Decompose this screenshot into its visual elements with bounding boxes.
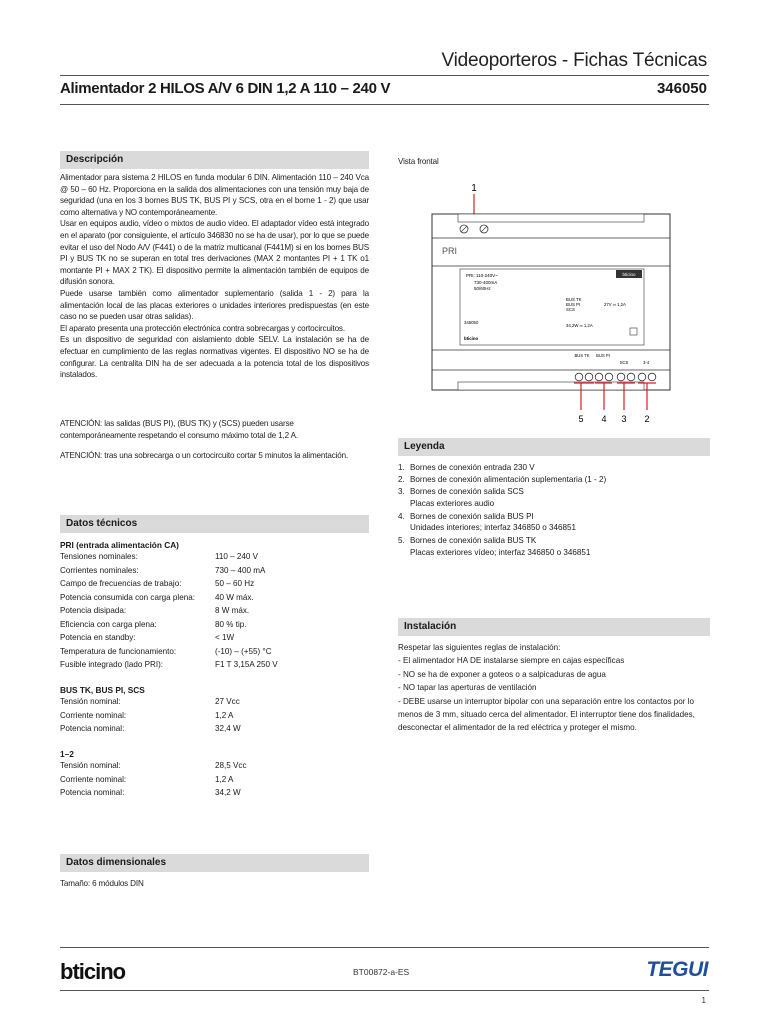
device-top-lip bbox=[458, 214, 644, 222]
device-label-line: 730-400mA bbox=[474, 280, 498, 285]
spec-label: Temperatura de funcionamiento: bbox=[60, 646, 177, 656]
spec-row bbox=[60, 633, 360, 645]
descripcion-paragraph: Es un dispositivo de seguridad con aislamiento doble SELV. La instalación se ha de efectuar en cumplimiento de las reglas normativas vigentes. El dispositivo NO se ha de configurar. La centralita DIN ha de ser adecuada a la potencia total de los dispositivos instalados. bbox=[60, 335, 369, 380]
vista-frontal-caption: Vista frontal bbox=[398, 157, 439, 166]
spec-label: Campo de frecuencias de trabajo: bbox=[60, 579, 182, 588]
device-out-voltage: 34,2W ═ 1,2A bbox=[566, 323, 593, 328]
legend-text: Bornes de conexión salida BUS TK bbox=[410, 536, 537, 546]
front-view-diagram bbox=[398, 170, 710, 435]
descripcion-heading: Descripción bbox=[60, 151, 369, 169]
spec-label: Potencia nominal: bbox=[60, 788, 125, 797]
spec-row bbox=[60, 579, 360, 591]
callout-5-label: 5 bbox=[578, 414, 584, 424]
spec-label: Tensiones nominales: bbox=[60, 552, 138, 561]
spec-label: Corrientes nominales: bbox=[60, 565, 139, 575]
descripcion-paragraph: El aparato presenta una protección electrónica contra sobrecargas y cortocircuitos. bbox=[60, 323, 345, 333]
instalacion-line: - NO se ha de exponer a goteos o a salpicaduras de agua bbox=[398, 669, 606, 679]
legend-number: 2. bbox=[398, 475, 405, 485]
datos-tecnicos-heading: Datos técnicos bbox=[60, 515, 369, 533]
spec-row bbox=[60, 775, 360, 787]
spec-value: F1 T 3,15A 250 V bbox=[215, 660, 278, 669]
device-bus-voltage: 27V ═ 1,2A bbox=[604, 302, 626, 307]
descripcion-body bbox=[60, 172, 369, 381]
terminal-label: SCS bbox=[619, 360, 629, 365]
device-label-line: PRI: 110-240V~ bbox=[466, 273, 498, 278]
legend-number: 3. bbox=[398, 487, 405, 497]
spec-label: Corriente nominal: bbox=[60, 774, 127, 784]
device-symbol-box bbox=[630, 328, 637, 335]
spec-row bbox=[60, 660, 360, 672]
spec-row bbox=[60, 593, 360, 605]
device-bus-line: BUS PI bbox=[566, 302, 581, 307]
document-code: BT00872-a-ES bbox=[353, 967, 410, 977]
spec-label: Potencia nominal: bbox=[60, 724, 125, 733]
device-brand-bottom: bticino bbox=[464, 336, 479, 341]
spec-row bbox=[60, 697, 360, 709]
spec-value: 34,2 W bbox=[215, 788, 241, 797]
spec-label: Potencia en standby: bbox=[60, 633, 136, 642]
spec-value: 40 W máx. bbox=[215, 592, 254, 602]
pri-title: PRI (entrada alimentación CA) bbox=[60, 540, 179, 550]
legend-text: Unidades interiores; interfaz 346850 o 346851 bbox=[410, 523, 577, 533]
spec-value: 8 W máx. bbox=[215, 606, 250, 615]
instalacion-line: - DEBE usarse un interruptor bipolar con una separación entre los contactos por lo menos de 3 mm, situado cerca del alimentador. El interruptor tiene dos finalidades, desconectar el alimentador de la red eléctrica y proteger el mismo. bbox=[398, 696, 695, 733]
datos-dimensionales-heading: Datos dimensionales bbox=[60, 854, 369, 872]
footer-rule bbox=[60, 947, 709, 948]
spec-row bbox=[60, 647, 360, 659]
spec-value: 50 – 60 Hz bbox=[215, 579, 255, 588]
legend-number: 5. bbox=[398, 536, 405, 546]
spec-value: 80 % tip. bbox=[215, 619, 247, 629]
callout-2-label: 2 bbox=[644, 414, 650, 424]
spec-value: < 1W bbox=[215, 633, 235, 642]
instalacion-body bbox=[398, 641, 710, 735]
spec-row bbox=[60, 761, 360, 773]
callout-3-label: 3 bbox=[621, 414, 627, 424]
terminal-label: BUS TK bbox=[574, 353, 590, 358]
instalacion-heading: Instalación bbox=[398, 618, 710, 636]
device-bus-line: BUS TK bbox=[566, 297, 582, 302]
bticino-logo: bticino bbox=[60, 959, 126, 984]
atencion-note-1: ATENCIÓN: las salidas (BUS PI), (BUS TK) y (SCS) pueden usarse contemporáneamente respetando el consumo máximo total de 1,2 A. bbox=[60, 419, 299, 440]
instalacion-line: Respetar las siguientes reglas de instalación: bbox=[398, 643, 561, 652]
header-rule bbox=[60, 75, 709, 76]
device-bus-line: SCS bbox=[566, 307, 575, 312]
leyenda-heading: Leyenda bbox=[398, 438, 710, 456]
legend-text: Bornes de conexión salida BUS PI bbox=[410, 511, 534, 521]
legend-item bbox=[398, 474, 718, 486]
product-name: Alimentador 2 HILOS A/V 6 DIN 1,2 A 110 – 240 V bbox=[60, 80, 391, 97]
callout-1-label: 1 bbox=[471, 183, 477, 194]
tegui-logo: TEGUI bbox=[646, 958, 708, 981]
spec-label: Potencia consumida con carga plena: bbox=[60, 592, 195, 602]
spec-value: 1,2 A bbox=[215, 710, 234, 720]
spec-label: Fusible integrado (lado PRI): bbox=[60, 660, 164, 669]
spec-label: Eficiencia con carga plena: bbox=[60, 619, 157, 629]
legend-text: Bornes de conexión alimentación suplementaria (1 - 2) bbox=[410, 475, 607, 485]
spec-row bbox=[60, 724, 360, 736]
spec-row bbox=[60, 606, 360, 618]
spec-value: 730 – 400 mA bbox=[215, 565, 266, 575]
spec-value: 28,5 Vcc bbox=[215, 761, 247, 770]
spec-value: (-10) – (+55) °C bbox=[215, 646, 272, 656]
legend-text: Placas exteriores audio bbox=[410, 498, 495, 508]
legend-text: Bornes de conexión salida SCS bbox=[410, 487, 524, 497]
out12-title: 1–2 bbox=[60, 749, 74, 759]
legend-number: 4. bbox=[398, 511, 405, 521]
bus-title: BUS TK, BUS PI, SCS bbox=[60, 685, 145, 695]
descripcion-paragraph: Usar en equipos audio, vídeo o mixtos de audio vídeo. El adaptador vídeo está integrado en el aparato (por consiguiente, el artículo 346830 no se ha de usar), por lo que se puede evitar el uso del Nodo A/V (F441) o de la matriz multicanal (F441M) si en los bornes BUS PI y BUS TK no se superan en total tres derivaciones (MAX 2 montantes PI + 1 TK o1 montante PI + MAX 2 TK). El dispositivo permite la alimentación también de equipos de difusión sonora. bbox=[60, 219, 369, 287]
footer-rule-bottom bbox=[60, 990, 709, 991]
spec-row bbox=[60, 620, 360, 632]
legend-item bbox=[398, 511, 718, 534]
legend-item bbox=[398, 486, 718, 509]
spec-label: Potencia disipada: bbox=[60, 606, 127, 615]
spec-value: 110 – 240 V bbox=[215, 552, 259, 561]
spec-value: 32,4 W bbox=[215, 724, 241, 733]
legend-item bbox=[398, 535, 718, 558]
page-number: 1 bbox=[701, 996, 706, 1005]
device-code: 346050 bbox=[464, 320, 479, 325]
descripcion-paragraph: Alimentador para sistema 2 HILOS en funda modular 6 DIN. Alimentación 110 – 240 Vca @ 50 – 60 Hz. Proporciona en la salida dos alimentaciones con una tensión muy baja de seguridad (una en los 3 bornes BUS TK, BUS PI y SCS, otra en el borne 1 - 2) que usar como alternativa y NO contemporáneamente. bbox=[60, 173, 369, 217]
spec-row bbox=[60, 788, 360, 800]
legend-item bbox=[398, 462, 718, 474]
spec-row bbox=[60, 711, 360, 723]
spec-label: Corriente nominal: bbox=[60, 710, 127, 720]
tamano-text: Tamaño: 6 módulos DIN bbox=[60, 879, 144, 888]
legend-text: Bornes de conexión entrada 230 V bbox=[410, 463, 535, 472]
product-code: 346050 bbox=[656, 80, 707, 97]
callout-4-label: 4 bbox=[601, 414, 607, 424]
header-rule-bottom bbox=[60, 104, 709, 105]
device-brand-text: bticino bbox=[622, 272, 636, 277]
spec-label: Tensión nominal: bbox=[60, 697, 121, 706]
descripcion-paragraph: Puede usarse también como alimentador suplementario (salida 1 - 2) para la alimentación local de las placas exteriores o unidades interiores predispuestas (en este caso no se pueden usar otras salidas). bbox=[60, 288, 369, 322]
device-bottom-lip bbox=[458, 382, 644, 390]
instalacion-line: - NO tapar las aperturas de ventilación bbox=[398, 683, 537, 693]
spec-row bbox=[60, 552, 360, 564]
spec-label: Tensión nominal: bbox=[60, 761, 121, 770]
page-title: Videoporteros - Fichas Técnicas bbox=[441, 50, 707, 71]
device-label-line: 50/60Hz bbox=[474, 286, 491, 291]
spec-value: 1,2 A bbox=[215, 774, 234, 784]
terminal-label: BUS PI bbox=[596, 353, 610, 358]
legend-number: 1. bbox=[398, 463, 405, 472]
spec-row bbox=[60, 566, 360, 578]
spec-value: 27 Vcc bbox=[215, 697, 240, 706]
atencion-note-2: ATENCIÓN: tras una sobrecarga o un cortocircuito cortar 5 minutos la alimentación. bbox=[60, 451, 349, 460]
terminal-label: 3-4 bbox=[642, 360, 650, 365]
instalacion-line: - El alimentador HA DE instalarse siempre en cajas específicas bbox=[398, 656, 625, 666]
pri-label: PRI bbox=[442, 246, 458, 256]
legend-text: Placas exteriores vídeo; interfaz 346850 o 346851 bbox=[410, 547, 591, 557]
